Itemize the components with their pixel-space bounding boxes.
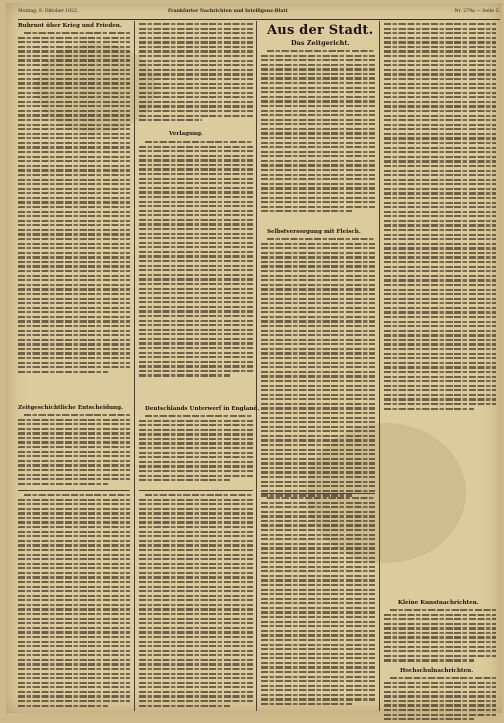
article-text-col4-b	[384, 609, 496, 664]
headline-col2-a: Verlagung.	[169, 131, 203, 137]
headline-col2-b: Deutschlands Unterwerf in England.	[145, 406, 260, 412]
header-rule	[18, 19, 500, 20]
header-page-number: Nr. 279a — Seite 3.	[454, 9, 500, 14]
column-rule	[256, 21, 257, 711]
section-rule	[139, 490, 253, 491]
page-header	[18, 7, 500, 19]
headline-col1-a: Ruhrnot über Krieg und Frieden.	[18, 23, 122, 29]
newspaper-page	[6, 3, 502, 713]
section-title: Aus der Stadt.	[267, 23, 374, 38]
section-rule	[18, 490, 130, 491]
article-text-col2-c	[139, 415, 253, 484]
headline-col1-b: Zeitgeschichtliche Entscheidung.	[18, 405, 123, 411]
article-text-col2-b	[139, 141, 253, 379]
section-rule	[261, 493, 375, 494]
column-rule	[134, 21, 135, 711]
article-text-col1-a	[18, 32, 130, 375]
article-text-col3-a	[261, 50, 375, 215]
article-text-col3-b	[261, 238, 375, 499]
article-text-col2-d	[139, 494, 253, 709]
column-rule	[379, 21, 380, 711]
header-date: Montag, 9. Oktober 1922.	[18, 9, 79, 14]
header-masthead: Frankfurter Nachrichten und Intelligenz-Blatt	[168, 9, 288, 14]
article-text-col2-a	[139, 23, 253, 124]
headline-col3-b: Selbstversorgung mit Fleisch.	[267, 229, 361, 235]
section-subtitle: Das Zeitgericht.	[291, 39, 350, 47]
article-text-col1-c	[18, 494, 130, 709]
article-text-col1-b	[18, 414, 130, 487]
article-text-col3-c	[261, 497, 375, 708]
article-text-col4-a	[384, 23, 496, 412]
headline-col4-b: Kleine Kunstnachrichten.	[398, 600, 479, 606]
headline-col4-c: Hochschulnachrichten.	[400, 668, 474, 674]
